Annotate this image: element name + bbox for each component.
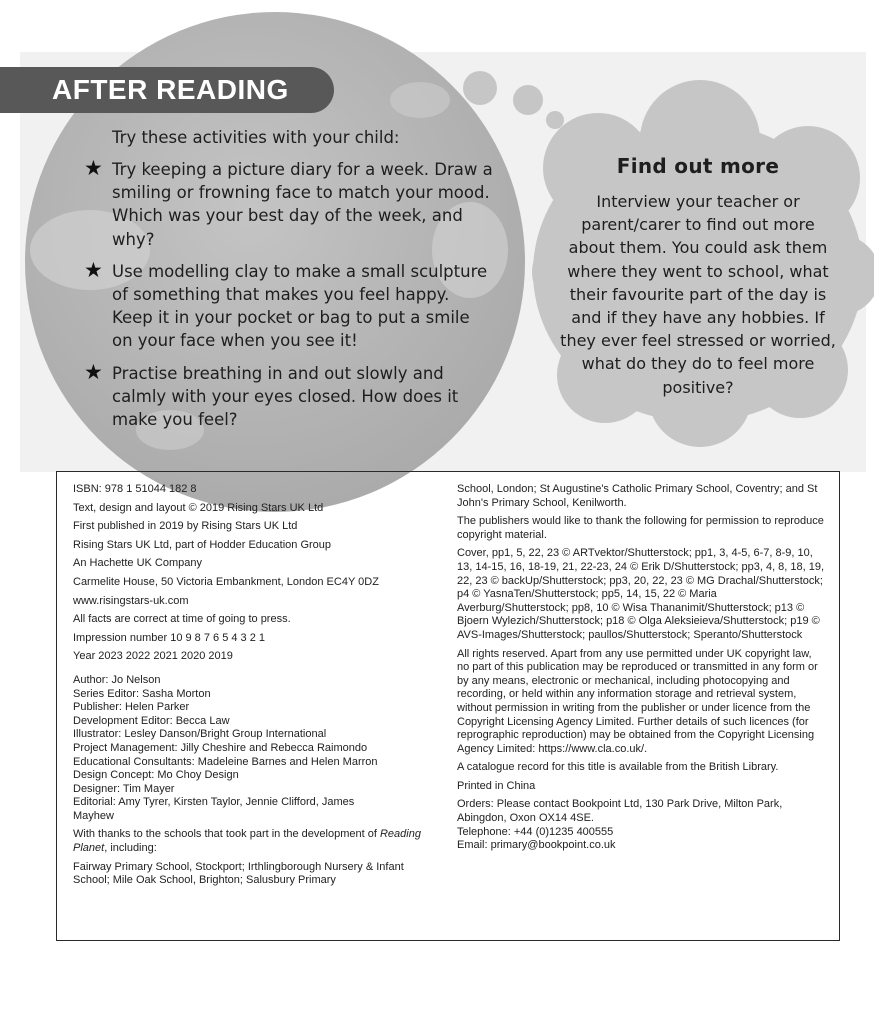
isbn: ISBN: 978 1 51044 182 8 [73, 483, 197, 495]
rights-notice: All rights reserved. Apart from any use permitted under UK copyright law, no part of this publication may be reproduced or transmitted in any form or by any means, electronic or mechanical, including photocopying and recording, or held within any information storage and retrieval system, without permission in writing from the publisher or under licence from the Copyright Licensing Agency Limited. Further details of such licences (for reprographic reproduction) may be obtained from the Copyright Licensing Agency Limited: https://www.cla.co.uk/. [457, 647, 818, 755]
activities-intro: Try these activities with your child: [112, 128, 400, 147]
activity-text: Try keeping a picture diary for a week. Draw a smiling or frowning face to match your mood. Which was your best day of the week, and why? [112, 160, 493, 249]
credit-line: Editorial: Amy Tyrer, Kirsten Taylor, Jennie Clifford, James Mayhew [73, 796, 355, 822]
schools-continued: School, London; St Augustine's Catholic Primary School, Coventry; and St John's Primary School, Kenilworth. [457, 483, 818, 509]
publisher-group: Rising Stars UK Ltd, part of Hodder Education Group [73, 538, 332, 551]
credit-line: Project Management: Jilly Cheshire and Rebecca Raimondo [73, 741, 368, 754]
credit-line: Design Concept: Mo Choy Design [73, 769, 239, 782]
credit-line: Illustrator: Lesley Danson/Bright Group International [73, 728, 327, 741]
company: An Hachette UK Company [73, 557, 203, 570]
after-reading-banner [0, 67, 334, 113]
credit-line: Designer: Tim Mayer [73, 782, 175, 795]
credit-line: Author: Jo Nelson [73, 673, 161, 686]
imprint-box [56, 471, 840, 941]
permission-thanks: The publishers would like to thank the following for permission to reproduce copyright material. [457, 515, 824, 541]
website: www.risingstars-uk.com [73, 594, 189, 607]
email: Email: primary@bookpoint.co.uk [457, 839, 616, 852]
facts-note: All facts are correct at time of going to press. [73, 613, 291, 626]
copyright-line: Text, design and layout © 2019 Rising Stars UK Ltd [73, 501, 324, 514]
schools-list: Fairway Primary School, Stockport; Irthlingborough Nursery & Infant School; Mile Oak School, Brighton; Salusbury Primary [73, 860, 404, 887]
star-icon: ★ [84, 156, 103, 180]
activity-text: Practise breathing in and out slowly and calmly with your eyes closed. How does it make you feel? [112, 363, 459, 430]
star-icon: ★ [84, 257, 103, 282]
credit-line: Development Editor: Becca Law [73, 714, 230, 727]
find-out-more-body: Interview your teacher or parent/carer to find out more about them. You could ask them where they went to school, what their favourite part of the day is and if they have any hobbies. If they ever feel stressed or worried, what do they do to feel more positive? [560, 192, 836, 397]
activity-item [84, 158, 494, 251]
first-published: First published in 2019 by Rising Stars UK Ltd [73, 520, 298, 533]
activity-text: Use modelling clay to make a small sculpture of something that makes you feel happy. Keep it in your pocket or bag to put a smile on your face when you see it! [112, 261, 488, 351]
imprint-left-column [73, 483, 441, 893]
activity-item [84, 359, 494, 432]
thanks-prefix: With thanks to the schools that took part in the development of [73, 828, 377, 841]
series-name: Reading Planet [73, 828, 421, 855]
after-reading-heading: AFTER READING [52, 74, 289, 105]
imprint-right-column [457, 483, 825, 853]
photo-credits: Cover, pp1, 5, 22, 23 © ARTvektor/Shutterstock; pp1, 3, 4-5, 6-7, 8-9, 10, 13, 14-15, 16, 18-19, 21, 22-23, 24 © Erik D/Shutterstock; pp3, 4, 8, 18, 19, 22, 23 © backUp/Shutterstock; pp3, 20, 22, 23 © MG Drachal/Shutterstock; p4 © YasnaTen/Shutterstock; pp5, 14, 15, 22 © Maria Averburg/Shutterstock; pp8, 10 © Wisa Thananimit/Shutterstock; p13 © Bjoern Wylezich/Shutterstock; p18 © Olga Aleksieieva/Shutterstock; p19 © AVS-Images/Shutterstock; paullos/Shutterstock; Speranto/Shutterstock [457, 547, 825, 641]
activity-item [84, 257, 494, 353]
credit-line: Series Editor: Sasha Morton [73, 687, 211, 700]
credit-line: Educational Consultants: Madeleine Barnes and Helen Marron [73, 755, 378, 768]
catalogue-note: A catalogue record for this title is available from the British Library. [457, 761, 779, 774]
impression-number: Impression number 10 9 8 7 6 5 4 3 2 1 [73, 631, 266, 644]
find-out-more-title: Find out more [616, 154, 780, 178]
activities-list [84, 158, 494, 440]
star-icon: ★ [84, 359, 103, 384]
address: Carmelite House, 50 Victoria Embankment, London EC4Y 0DZ [73, 575, 379, 588]
printed-in: Printed in China [457, 779, 536, 792]
schools-thanks [73, 828, 441, 855]
orders-info: Orders: Please contact Bookpoint Ltd, 130 Park Drive, Milton Park, Abingdon, Oxon OX14 4SE. [457, 798, 783, 825]
credit-line: Publisher: Helen Parker [73, 701, 190, 714]
thanks-suffix: , including: [104, 842, 157, 855]
telephone: Telephone: +44 (0)1235 400555 [457, 825, 614, 838]
year-line: Year 2023 2022 2021 2020 2019 [73, 650, 233, 663]
